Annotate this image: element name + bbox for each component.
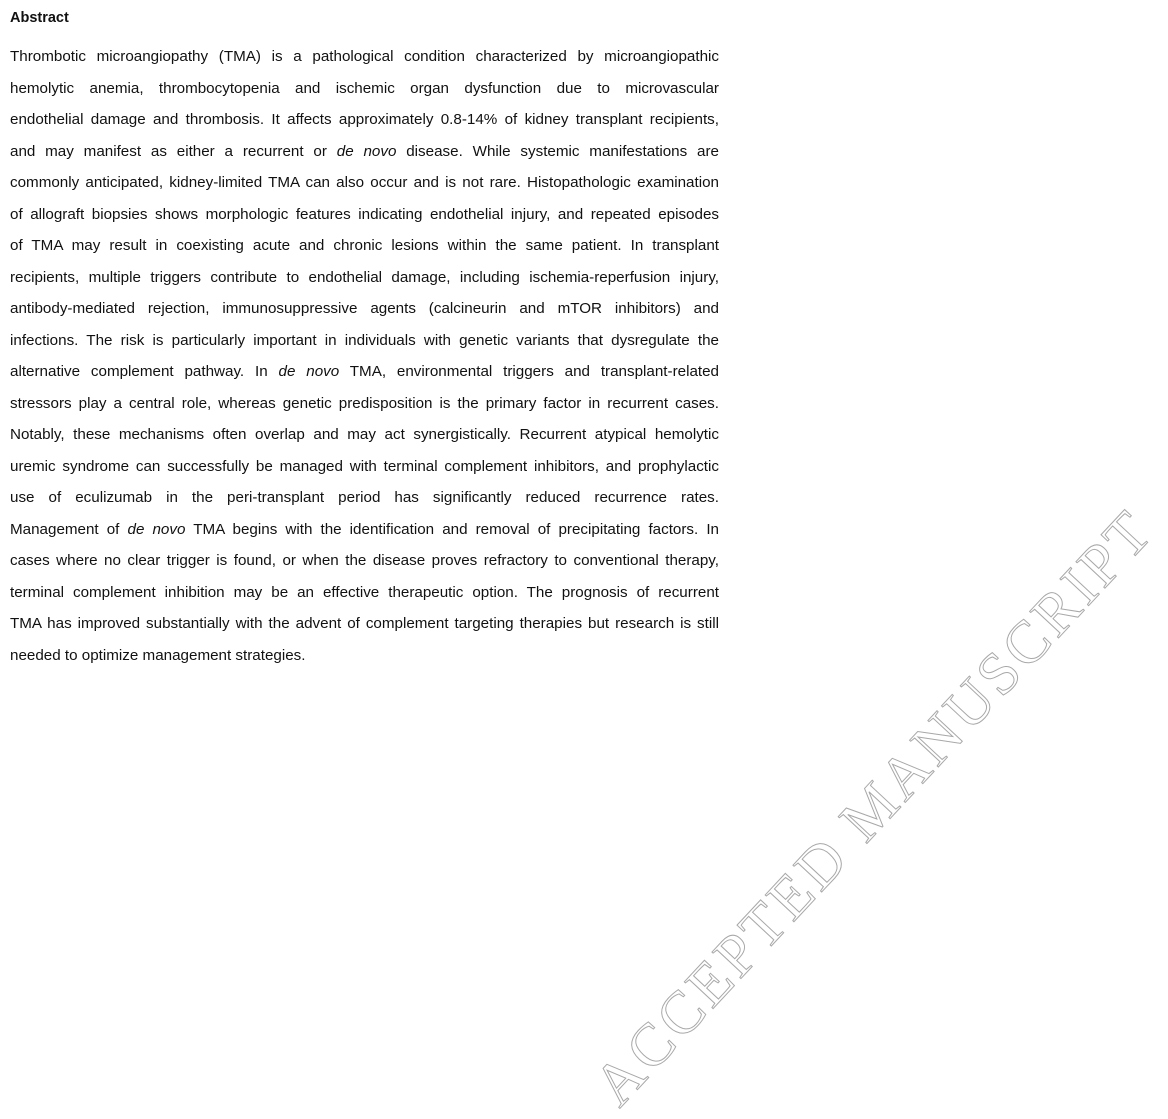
- text-line: [10, 41, 719, 73]
- text-run: antibody-mediated rejection, immunosuppressive agents (calcineurin and mTOR inhibitors) and: [10, 300, 719, 317]
- section-heading: Abstract: [10, 10, 69, 26]
- text-line: [10, 577, 719, 609]
- text-line: [10, 451, 719, 483]
- text-run: commonly anticipated, kidney-limited TMA can also occur and is not rare. Histopathologic examination: [10, 174, 719, 191]
- italic-term: de novo: [127, 520, 186, 538]
- text-run: use of eculizumab in the peri-transplant period has significantly reduced recurrence rates.: [10, 489, 719, 506]
- text-line: [10, 73, 719, 105]
- text-line: [10, 608, 719, 640]
- text-run: needed to optimize management strategies.: [10, 646, 306, 664]
- text-run: recipients, multiple triggers contribute to endothelial damage, including ischemia-reperfusion injury,: [10, 268, 719, 286]
- text-line: [10, 545, 719, 577]
- text-run: Thrombotic microangiopathy (TMA) is a pathological condition characterized by microangiopathic: [10, 48, 719, 65]
- text-line: [10, 199, 719, 231]
- italic-term: de novo: [278, 363, 340, 380]
- text-run: hemolytic anemia, thrombocytopenia and ischemic organ dysfunction due to microvascular: [10, 79, 719, 97]
- text-line: [10, 104, 719, 136]
- text-run: cases where no clear trigger is found, or when the disease proves refractory to conventional therapy,: [10, 552, 719, 569]
- text-line: [10, 262, 719, 294]
- text-line: [10, 293, 719, 325]
- text-run: Management of: [10, 520, 128, 538]
- text-line: [10, 230, 719, 262]
- text-run: TMA, environmental triggers and transplant-related: [339, 363, 720, 380]
- text-line: [10, 514, 719, 546]
- text-run: Notably, these mechanisms often overlap and may act synergistically. Recurrent atypical hemolytic: [10, 426, 719, 443]
- text-line: [10, 325, 719, 357]
- abstract-paragraph: [10, 41, 719, 671]
- text-line: [10, 167, 719, 199]
- text-line: [10, 136, 719, 168]
- italic-term: de novo: [336, 142, 397, 160]
- accepted-manuscript-watermark: ACCEPTED MANUSCRIPT: [580, 496, 1167, 1118]
- text-line: [10, 482, 719, 514]
- text-run: TMA has improved substantially with the advent of complement targeting therapies but research is still: [10, 615, 719, 632]
- text-run: infections. The risk is particularly important in individuals with genetic variants that dysregulate the: [10, 331, 719, 349]
- text-run: of TMA may result in coexisting acute and chronic lesions within the same patient. In transplant: [10, 237, 719, 254]
- text-run: disease. While systemic manifestations are: [396, 142, 719, 160]
- text-line: [10, 388, 719, 420]
- text-run: TMA begins with the identification and removal of precipitating factors. In: [185, 520, 720, 538]
- text-line: [10, 356, 719, 388]
- text-line: [10, 419, 719, 451]
- text-run: and may manifest as either a recurrent or: [10, 142, 337, 160]
- text-run: endothelial damage and thrombosis. It affects approximately 0.8-14% of kidney transplant recipients,: [10, 111, 719, 128]
- text-run: stressors play a central role, whereas genetic predisposition is the primary factor in recurrent cases.: [10, 394, 719, 412]
- text-run: alternative complement pathway. In: [10, 363, 279, 380]
- text-line: [10, 640, 719, 672]
- text-run: of allograft biopsies shows morphologic features indicating endothelial injury, and repeated episodes: [10, 205, 719, 223]
- text-run: terminal complement inhibition may be an effective therapeutic option. The prognosis of recurrent: [10, 583, 719, 601]
- text-run: uremic syndrome can successfully be managed with terminal complement inhibitors, and prophylactic: [10, 457, 719, 475]
